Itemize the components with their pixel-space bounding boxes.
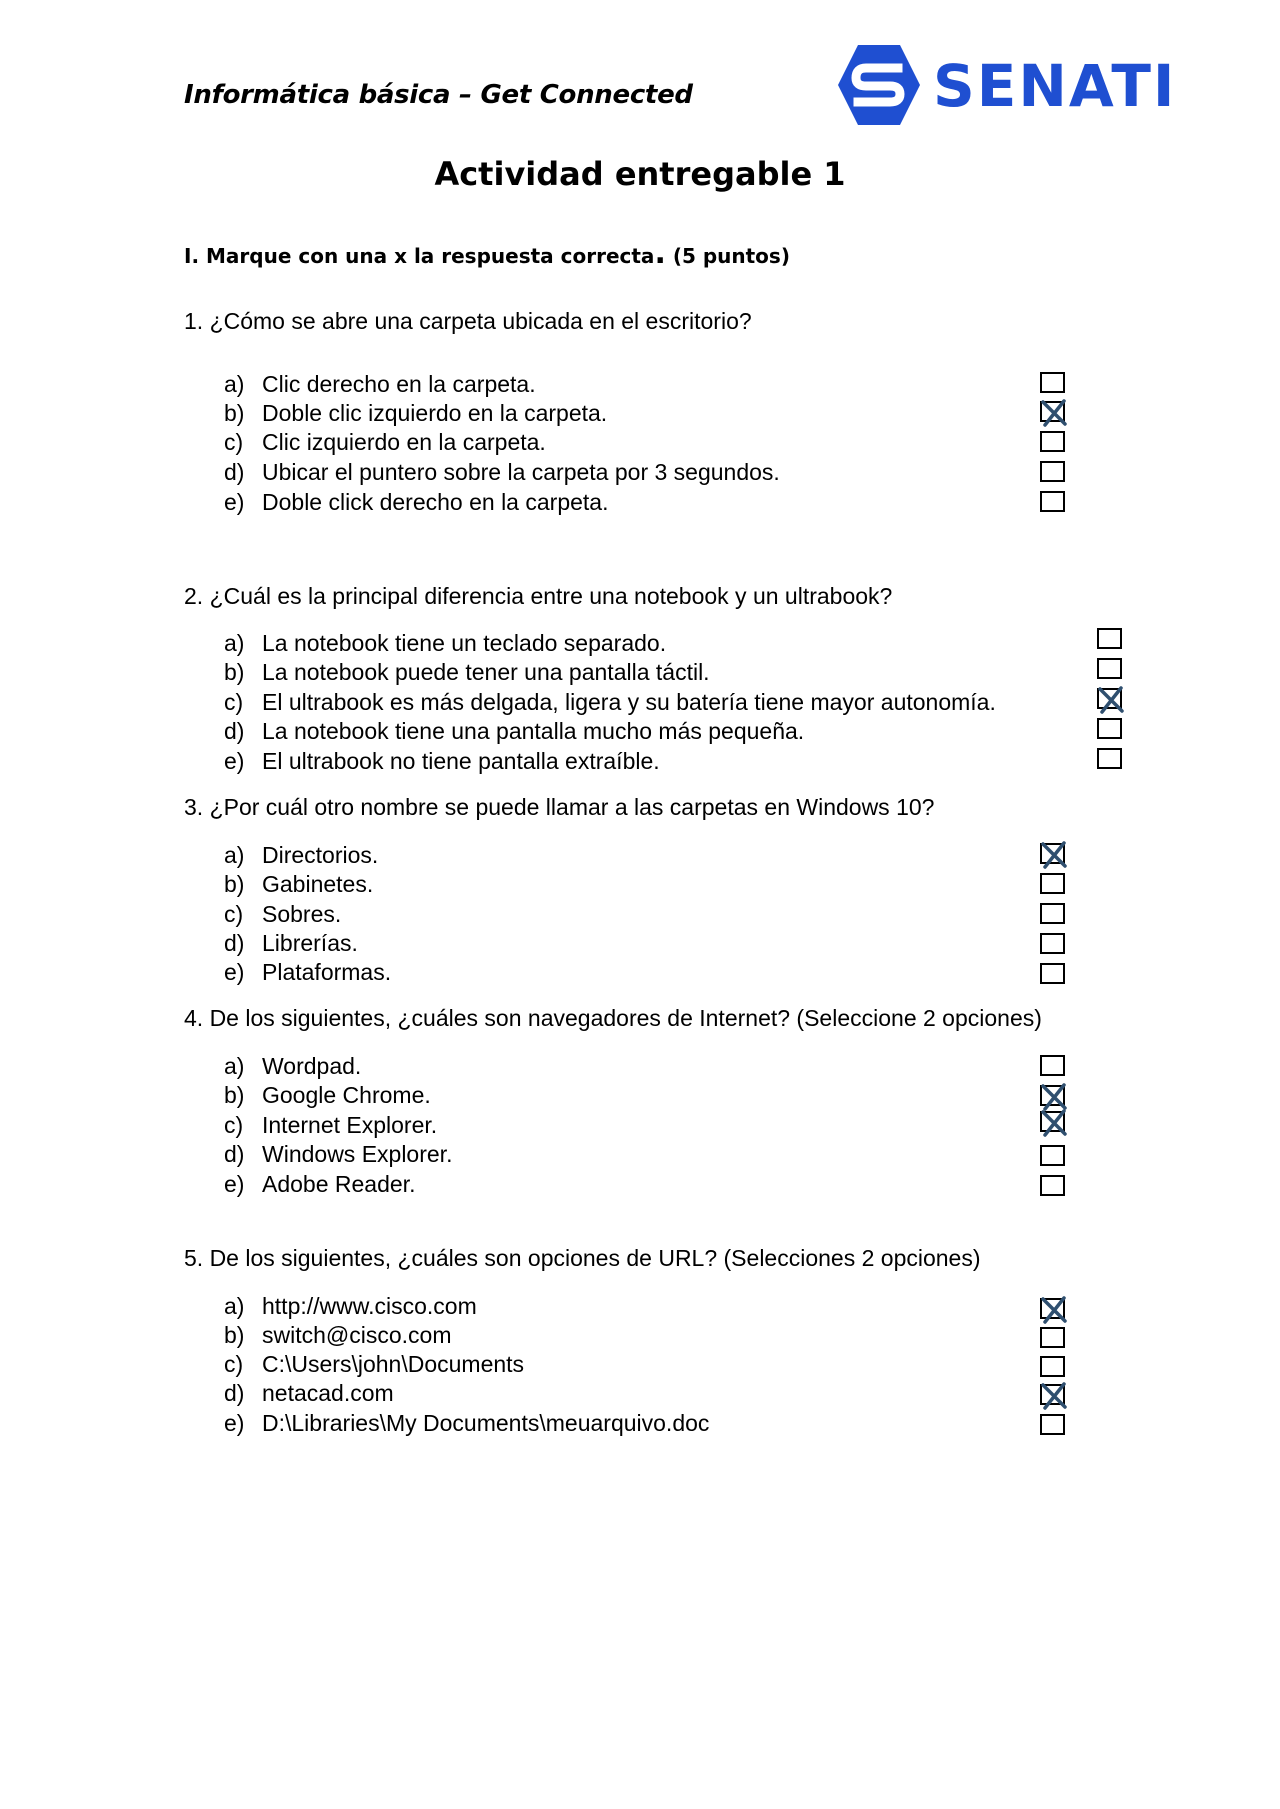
q3-checkbox-b[interactable] bbox=[1040, 873, 1065, 894]
q3-option-a: a) Directorios. bbox=[224, 842, 379, 868]
q1-option-c: c) Clic izquierdo en la carpeta. bbox=[224, 429, 546, 455]
q2-option-a: a) La notebook tiene un teclado separado. bbox=[224, 630, 667, 656]
q4-checkbox-b[interactable] bbox=[1040, 1085, 1065, 1106]
x-mark-icon bbox=[1096, 686, 1126, 714]
senati-logo-text: SENATI bbox=[933, 52, 1177, 120]
x-mark-icon bbox=[1039, 1296, 1069, 1324]
q4-option-d: d) Windows Explorer. bbox=[224, 1141, 453, 1167]
q5-checkbox-b[interactable] bbox=[1040, 1327, 1065, 1348]
x-mark-icon bbox=[1039, 1382, 1069, 1410]
question-2: 2. ¿Cuál es la principal diferencia entre una notebook y un ultrabook? bbox=[184, 583, 893, 609]
q3-option-b: b) Gabinetes. bbox=[224, 871, 374, 897]
question-1: 1. ¿Cómo se abre una carpeta ubicada en el escritorio? bbox=[184, 308, 752, 334]
q1-checkbox-a[interactable] bbox=[1040, 372, 1065, 393]
q1-checkbox-e[interactable] bbox=[1040, 491, 1065, 512]
q5-option-a: a) http://www.cisco.com bbox=[224, 1293, 477, 1319]
q5-checkbox-c[interactable] bbox=[1040, 1356, 1065, 1377]
q3-checkbox-a[interactable] bbox=[1040, 843, 1065, 864]
q5-option-e: e) D:\Libraries\My Documents\meuarquivo.doc bbox=[224, 1410, 710, 1436]
q3-checkbox-e[interactable] bbox=[1040, 963, 1065, 984]
q2-option-d: d) La notebook tiene una pantalla mucho más pequeña. bbox=[224, 718, 805, 744]
q3-option-c: c) Sobres. bbox=[224, 901, 342, 927]
q2-option-b: b) La notebook puede tener una pantalla táctil. bbox=[224, 659, 710, 685]
q4-checkbox-e[interactable] bbox=[1040, 1175, 1065, 1196]
q5-option-b: b) switch@cisco.com bbox=[224, 1322, 452, 1348]
section-heading bbox=[184, 236, 790, 271]
course-title: Informática básica – Get Connected bbox=[184, 80, 693, 110]
q5-checkbox-e[interactable] bbox=[1040, 1414, 1065, 1435]
q4-option-e: e) Adobe Reader. bbox=[224, 1171, 416, 1197]
q2-option-e: e) El ultrabook no tiene pantalla extraíble. bbox=[224, 748, 660, 774]
q4-option-c: c) Internet Explorer. bbox=[224, 1112, 438, 1138]
page-title: Actividad entregable 1 bbox=[434, 155, 846, 193]
q2-checkbox-e[interactable] bbox=[1097, 748, 1122, 769]
x-mark-icon bbox=[1039, 1109, 1069, 1137]
q1-checkbox-c[interactable] bbox=[1040, 431, 1065, 452]
q4-checkbox-a[interactable] bbox=[1040, 1055, 1065, 1076]
x-mark-icon bbox=[1039, 399, 1069, 427]
question-5: 5. De los siguientes, ¿cuáles son opciones de URL? (Selecciones 2 opciones) bbox=[184, 1245, 981, 1271]
q2-checkbox-b[interactable] bbox=[1097, 658, 1122, 679]
q1-option-b: b) Doble clic izquierdo en la carpeta. bbox=[224, 400, 608, 426]
x-mark-icon bbox=[1039, 841, 1069, 869]
q2-option-c: c) El ultrabook es más delgada, ligera y su batería tiene mayor autonomía. bbox=[224, 689, 996, 715]
section-points: (5 puntos) bbox=[672, 244, 790, 268]
q4-option-a: a) Wordpad. bbox=[224, 1053, 362, 1079]
q3-option-d: d) Librerías. bbox=[224, 930, 358, 956]
x-mark-icon bbox=[1039, 1083, 1069, 1111]
q3-checkbox-c[interactable] bbox=[1040, 903, 1065, 924]
q5-checkbox-a[interactable] bbox=[1040, 1298, 1065, 1319]
q1-checkbox-b[interactable] bbox=[1040, 401, 1065, 422]
q1-option-a: a) Clic derecho en la carpeta. bbox=[224, 371, 536, 397]
q2-checkbox-c[interactable] bbox=[1097, 688, 1122, 709]
section-label: I. Marque con una x la respuesta correcta bbox=[184, 244, 655, 268]
q5-option-c: c) C:\Users\john\Documents bbox=[224, 1351, 525, 1377]
question-3: 3. ¿Por cuál otro nombre se puede llamar a las carpetas en Windows 10? bbox=[184, 794, 935, 820]
q4-checkbox-d[interactable] bbox=[1040, 1145, 1065, 1166]
senati-logo bbox=[828, 40, 1177, 130]
q1-option-d: d) Ubicar el puntero sobre la carpeta por 3 segundos. bbox=[224, 459, 780, 485]
q4-checkbox-c[interactable] bbox=[1040, 1111, 1065, 1132]
question-4: 4. De los siguientes, ¿cuáles son navegadores de Internet? (Seleccione 2 opciones) bbox=[184, 1005, 1042, 1031]
q1-option-e: e) Doble click derecho en la carpeta. bbox=[224, 489, 609, 515]
q4-option-b: b) Google Chrome. bbox=[224, 1082, 431, 1108]
q3-checkbox-d[interactable] bbox=[1040, 933, 1065, 954]
q1-checkbox-d[interactable] bbox=[1040, 461, 1065, 482]
q2-checkbox-d[interactable] bbox=[1097, 718, 1122, 739]
q5-checkbox-d[interactable] bbox=[1040, 1384, 1065, 1405]
section-dot: . bbox=[654, 236, 666, 271]
q5-option-d: d) netacad.com bbox=[224, 1380, 394, 1406]
q2-checkbox-a[interactable] bbox=[1097, 628, 1122, 649]
q3-option-e: e) Plataformas. bbox=[224, 959, 392, 985]
